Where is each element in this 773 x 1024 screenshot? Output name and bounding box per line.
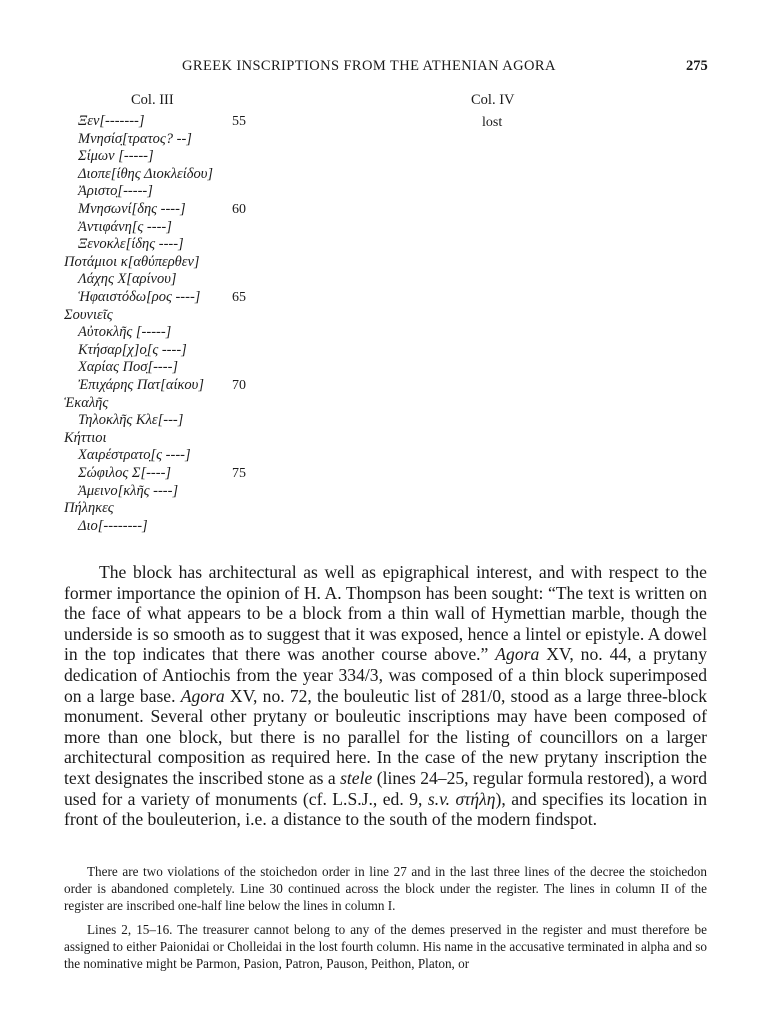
line-number: 55 — [232, 114, 246, 129]
register-entry: Χαρίας Ποσ̣[----] — [78, 359, 179, 376]
register-entry: Ἀριστο̣[-----] — [78, 183, 153, 200]
register-entry: Διο[--------] — [78, 517, 148, 534]
register-entry: Ξενοκλε[ίδης ----] — [78, 236, 184, 253]
body-text: XV, no. 44, a prytany dedication of Antiochis from the year 334/3, was composed of a thin block superimposed on a large base. — [64, 644, 707, 706]
sv-reference: s.v. στήλη — [427, 788, 496, 809]
register-entry: Αὐτοκλῆς [-----] — [78, 324, 172, 341]
body-text: ), and specifies its location in front of the bouleuterion, i.e. a distance to the south of the modern findspot. — [64, 788, 707, 830]
register-entry: Σώφιλος Σ[----] — [78, 465, 172, 481]
register-entry: Κτήσαρ[χ]ο̣[ς ----] — [78, 341, 187, 358]
stele-term: stele — [340, 767, 373, 788]
note-paragraph: There are two violations of the stoichedon order in line 27 and in the last three lines of the decree the stoichedon order is abandoned completely. Line 30 continued across the block under the register. The lines in column II of the register are inscribed one-half line below the lines in column I. — [64, 864, 707, 913]
running-header — [0, 58, 773, 78]
register-entry: Ἐπιχάρης Πατ[αίκου] — [78, 377, 204, 393]
agora-reference: Agora — [495, 644, 540, 665]
line-number: 70 — [232, 378, 246, 393]
body-paragraph — [64, 562, 707, 830]
line-number: 75 — [232, 466, 246, 481]
body-text: XV, no. 72, the bouleutic list of 281/0, stood as a large three-block monument. Several other prytany or bouleutic inscriptions may have been composed of more than one block, but there is no parallel for the listing of councillors on a larger architectural composition as required here. In the case of the new prytany inscription the text designates the inscribed stone as a — [64, 685, 707, 788]
register-entry: Μνησίσ̣[τρατος? --] — [78, 130, 192, 147]
register-entry: Ἀμεινο[κλῆς ----] — [78, 482, 179, 499]
register-entry: Διοπε[ίθης Διοκλείδου] — [78, 165, 214, 182]
register-entry: Μνησωνί[δης ----] — [78, 201, 186, 217]
body-text: The block has architectural as well as epigraphical interest, and with respect to the former importance the opinion of H. A. Thompson has been sought: “The text is written on the face of what appears to be a block from a thin wall of Hymettian marble, though the underside is so smooth as to suggest that it was exposed, hence a lintel or epistyle. A dowel in the top indicates that there was another course above.” — [64, 562, 707, 665]
line-number: 60 — [232, 202, 246, 217]
column-iii-heading: Col. III — [131, 92, 174, 108]
page-number: 275 — [686, 58, 708, 74]
register-demotic: Ἑκαλῆς — [64, 394, 109, 411]
register-entry: Ἀντιφάνη[ς ----] — [78, 218, 172, 235]
register-demotic: Πήληκες — [64, 500, 114, 517]
running-title: GREEK INSCRIPTIONS FROM THE ATHENIAN AGORA — [182, 58, 556, 74]
line-number: 65 — [232, 290, 246, 305]
column-iv-status: lost — [482, 115, 503, 130]
register-entry: Τηλοκλῆς Κλε[---] — [78, 412, 184, 429]
register-entry: Χαιρέστρατο̣[ς ----] — [78, 447, 191, 464]
register-demotic: Σουνιεῖς — [64, 306, 113, 323]
register-demotic: Κήττιοι — [64, 429, 107, 446]
note-paragraph: Lines 2, 15–16. The treasurer cannot belong to any of the demes preserved in the register and must therefore be assigned to either Paionidai or Cholleidai in the lost fourth column. His name in the accusative terminated in alpha and so the nominative might be Parmon, Pasion, Patron, Pauson, Peithon, Platon, or — [64, 922, 707, 971]
register-demotic: Ποτάμιοι κ[αθύπερθεν] — [64, 253, 200, 270]
register-entry: Ξεν[-------] — [78, 113, 145, 129]
column-iv-heading: Col. IV — [471, 92, 515, 108]
agora-reference: Agora — [180, 685, 225, 706]
register-entry: Σίμων [-----] — [78, 148, 154, 165]
register-entry: Λάχης Χ[αρίνου] — [78, 271, 177, 288]
register-entry: Ἡφαιστόδω[ρος ----] — [78, 289, 201, 305]
body-text: (lines 24–25, regular formula restored), a word used for a variety of monuments (cf. L.S.J., ed. 9, — [64, 767, 707, 809]
